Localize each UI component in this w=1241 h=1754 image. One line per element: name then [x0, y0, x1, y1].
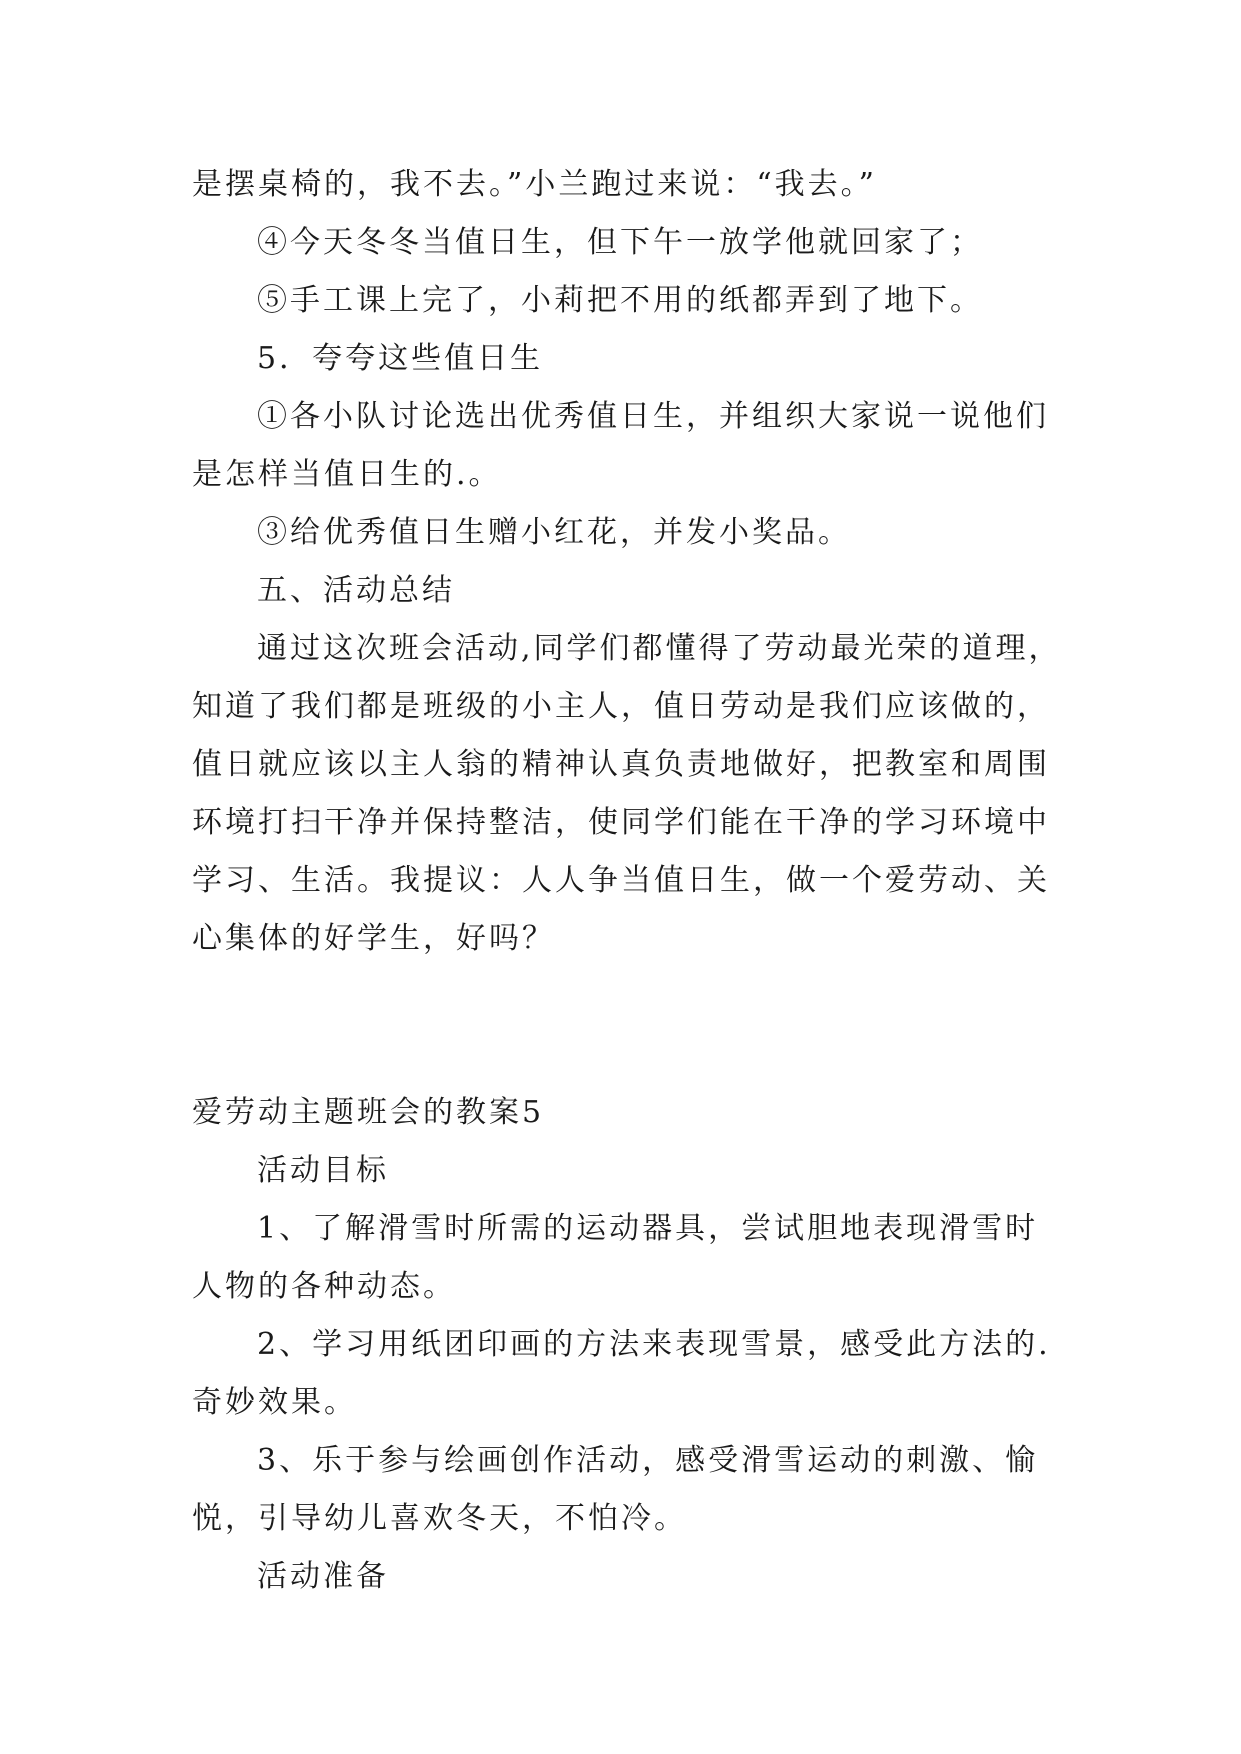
paragraph-line: 学习、生活。我提议：人人争当值日生，做一个爱劳动、关 — [192, 863, 1050, 898]
paragraph-line: 人物的各种动态。 — [192, 1269, 456, 1304]
section-gap — [192, 968, 1072, 1084]
paragraph-line: 5．夸夸这些值日生 — [257, 341, 544, 376]
subsection-heading: 活动准备 — [257, 1559, 389, 1594]
paragraph-line: 2、学习用纸团印画的方法来表现雪景，感受此方法的. — [257, 1327, 1051, 1362]
paragraph-line: ③给优秀值日生赠小红花，并发小奖品。 — [257, 515, 851, 550]
paragraph-line: 是怎样当值日生的.。 — [192, 457, 502, 492]
paragraph-line: 通过这次班会活动,同学们都懂得了劳动最光荣的道理， — [257, 631, 1062, 666]
section-heading: 五、活动总结 — [257, 573, 455, 608]
paragraph-line: 悦，引导幼儿喜欢冬天，不怕冷。 — [192, 1501, 687, 1536]
paragraph-line: 环境打扫干净并保持整洁，使同学们能在干净的学习环境中 — [192, 805, 1050, 840]
paragraph-line: 是摆桌椅的，我不去。”小兰跑过来说：“我去。” — [192, 167, 878, 202]
document-page — [192, 156, 1072, 1606]
paragraph-line: 3、乐于参与绘画创作活动，感受滑雪运动的刺激、愉 — [257, 1443, 1039, 1478]
paragraph-line: 1、了解滑雪时所需的运动器具，尝试胆地表现滑雪时 — [257, 1211, 1039, 1246]
paragraph-line: ④今天冬冬当值日生，但下午一放学他就回家了； — [257, 225, 983, 260]
subsection-heading: 活动目标 — [257, 1153, 389, 1188]
paragraph-line: ⑤手工课上完了，小莉把不用的纸都弄到了地下。 — [257, 283, 983, 318]
paragraph-line: 奇妙效果。 — [192, 1385, 357, 1420]
paragraph-line: 知道了我们都是班级的小主人，值日劳动是我们应该做的， — [192, 689, 1050, 724]
paragraph-line: 心集体的好学生，好吗？ — [192, 921, 555, 956]
paragraph-line: ①各小队讨论选出优秀值日生，并组织大家说一说他们 — [257, 399, 1049, 434]
document-section-title: 爱劳动主题班会的教案5 — [192, 1095, 545, 1130]
paragraph-line: 值日就应该以主人翁的精神认真负责地做好，把教室和周围 — [192, 747, 1050, 782]
